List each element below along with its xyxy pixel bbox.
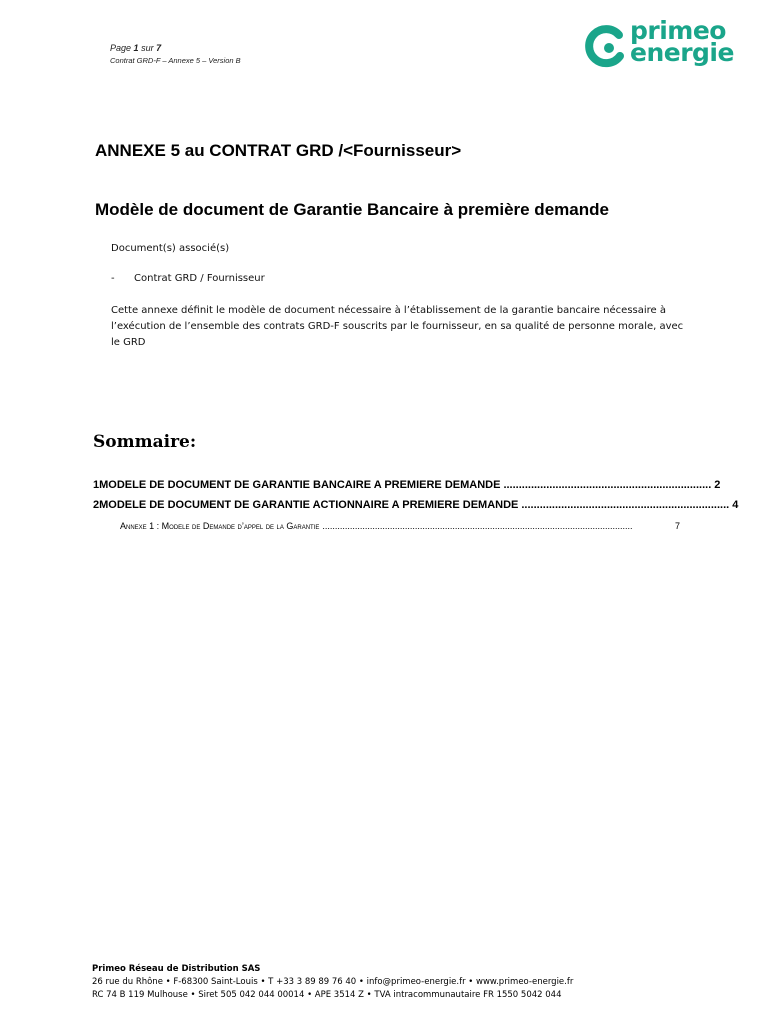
page-number: 1 <box>133 43 139 53</box>
list-bullet: - <box>111 273 115 284</box>
associated-documents-label: Document(s) associé(s) <box>111 243 230 254</box>
logo-line-1: primeo <box>630 16 726 45</box>
footer-address-line: 26 rue du Rhône • F-68300 Saint-Louis • T +33 3 89 89 76 40 • info@primeo-energie.fr • www.primeo-energie.fr <box>92 977 574 987</box>
toc-leader: .................................................................... <box>503 479 712 491</box>
page-prefix: Page <box>110 43 132 53</box>
toc-entry-page: 4 <box>732 499 739 511</box>
toc-leader: ............................................................................................................................ <box>322 521 633 531</box>
logo-mark-icon <box>583 26 627 70</box>
toc-entry-title: Annexe 1 : Modele de Demande d’appel de la Garantie <box>120 521 320 531</box>
intro-paragraph: Cette annexe définit le modèle de document nécessaire à l’établissement de la garantie bancaire nécessaire à l’exécution de l’ensemble des contrats GRD-F souscrits par le fournisseur, en sa qualité de personne morale, avec le GRD <box>111 305 684 348</box>
footer-registration-line: RC 74 B 119 Mulhouse • Siret 505 042 044 00014 • APE 3514 Z • TVA intracommunautaire FR 1550 5042 044 <box>92 990 562 1000</box>
toc-entry-title: MODELE DE DOCUMENT DE GARANTIE ACTIONNAIRE A PREMIERE DEMANDE <box>99 499 519 511</box>
document-subtitle: Modèle de document de Garantie Bancaire à première demande <box>95 200 609 219</box>
toc-entry-number: 1 <box>93 479 100 491</box>
associated-document-item: Contrat GRD / Fournisseur <box>134 273 265 284</box>
toc-leader: .................................................................... <box>521 499 730 511</box>
toc-entry-page: 7 <box>674 521 680 531</box>
contract-reference: Contrat GRD-F – Annexe 5 – Version B <box>110 56 241 65</box>
toc-entry[interactable] <box>93 499 739 511</box>
toc-entry-title: MODELE DE DOCUMENT DE GARANTIE BANCAIRE A PREMIERE DEMANDE <box>99 479 501 491</box>
primeo-energie-logo <box>583 16 743 74</box>
page-sep: sur <box>141 43 154 53</box>
footer-company: Primeo Réseau de Distribution SAS <box>92 964 261 974</box>
logo-line-2: energie <box>630 38 734 67</box>
page-total: 7 <box>156 43 162 53</box>
toc-heading: Sommaire: <box>93 432 197 452</box>
toc-entry[interactable] <box>93 479 721 491</box>
toc-entry-number: 2 <box>93 499 100 511</box>
toc-entry-page: 2 <box>714 479 721 491</box>
toc-entry[interactable] <box>120 521 680 531</box>
page-indicator <box>110 43 161 53</box>
document-title: ANNEXE 5 au CONTRAT GRD /<Fournisseur> <box>95 141 462 160</box>
